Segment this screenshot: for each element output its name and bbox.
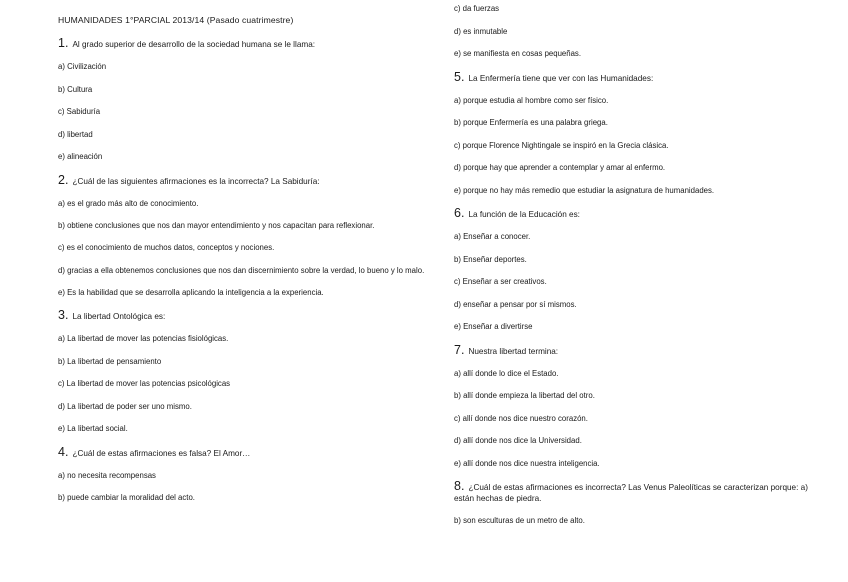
question-number: 7. [454,342,465,357]
option: a) es el grado más alto de conocimiento. [58,198,199,208]
question-text: ¿Cuál de las siguientes afirmaciones es la incorrecta? La Sabiduría: [72,176,320,186]
option: b) allí donde empieza la libertad del otro. [454,391,595,400]
right-column [454,0,824,539]
option: d) gracias a ella obtenemos conclusiones que nos dan discernimiento sobre la verdad, lo bueno y lo malo. [58,265,425,275]
question-text: ¿Cuál de estas afirmaciones es falsa? El Amor… [72,448,251,458]
option: a) porque estudia al hombre como ser físico. [454,95,609,105]
question-text: Al grado superior de desarrollo de la sociedad humana se le llama: [72,40,316,49]
option: e) allí donde nos dice nuestra inteligencia. [454,458,600,468]
question-5 [454,69,824,84]
question-8 [454,481,824,504]
option: d) enseñar a pensar por sí mismos. [454,299,577,309]
option: d) porque hay que aprender a contemplar y amar al enfermo. [454,163,666,172]
option: b) puede cambiar la moralidad del acto. [58,493,195,502]
question-text: La libertad Ontológica es: [72,312,166,321]
option: a) no necesita recompensas [58,470,156,480]
option: e) Enseñar a divertirse [454,322,533,331]
question-number: 1. [58,36,69,50]
exam-header: HUMANIDADES 1°PARCIAL 2013/14 (Pasado cuatrimestre) [58,15,294,25]
option: b) porque Enfermería es una palabra griega. [454,118,608,127]
question-4 [58,444,438,459]
option: c) porque Florence Nightingale se inspiró en la Grecia clásica. [454,140,669,150]
question-text: ¿Cuál de estas afirmaciones es incorrecta? Las Venus Paleolíticas se caracterizan porque: a) están hechas de piedra. [454,483,808,503]
option: b) Enseñar deportes. [454,254,527,264]
option: e) La libertad social. [58,424,128,433]
option: c) es el conocimiento de muchos datos, conceptos y nociones. [58,243,275,252]
option: d) La libertad de poder ser uno mismo. [58,401,192,411]
option: d) es inmutable [454,26,508,36]
question-3 [58,310,438,322]
option: b) obtiene conclusiones que nos dan mayor entendimiento y nos capacitan para reflexionar. [58,221,375,230]
left-column [58,0,438,516]
option: c) da fuerzas [454,4,500,13]
question-text: La Enfermería tiene que ver con las Humanidades: [468,73,654,83]
question-number: 3. [58,308,69,322]
question-text: La función de la Educación es: [468,210,580,219]
option: e) porque no hay más remedio que estudiar la asignatura de humanidades. [454,185,715,195]
question-number: 4. [58,444,69,459]
question-number: 8. [454,479,465,493]
option: e) alineación [58,152,103,161]
question-number: 2. [58,172,69,187]
option: b) son esculturas de un metro de alto. [454,516,585,525]
option: c) Sabiduría [58,107,101,116]
option: a) Civilización [58,62,107,71]
option: a) allí donde lo dice el Estado. [454,368,559,378]
question-7 [454,342,824,357]
option: c) Enseñar a ser creativos. [454,277,547,286]
question-2 [58,172,438,187]
question-6 [454,208,824,220]
option: c) allí donde nos dice nuestro corazón. [454,413,588,423]
option: d) libertad [58,129,93,139]
option: d) allí donde nos dice la Universidad. [454,436,582,445]
option: e) se manifiesta en cosas pequeñas. [454,49,581,58]
option: a) La libertad de mover las potencias fisiológicas. [58,334,229,343]
option: b) Cultura [58,84,93,94]
question-1 [58,38,438,50]
question-text: Nuestra libertad termina: [468,346,559,356]
option: e) Es la habilidad que se desarrolla aplicando la inteligencia a la experiencia. [58,287,324,297]
option: a) Enseñar a conocer. [454,232,531,241]
question-number: 6. [454,206,465,220]
option: c) La libertad de mover las potencias psicológicas [58,379,231,388]
question-number: 5. [454,69,465,84]
option: b) La libertad de pensamiento [58,356,162,366]
